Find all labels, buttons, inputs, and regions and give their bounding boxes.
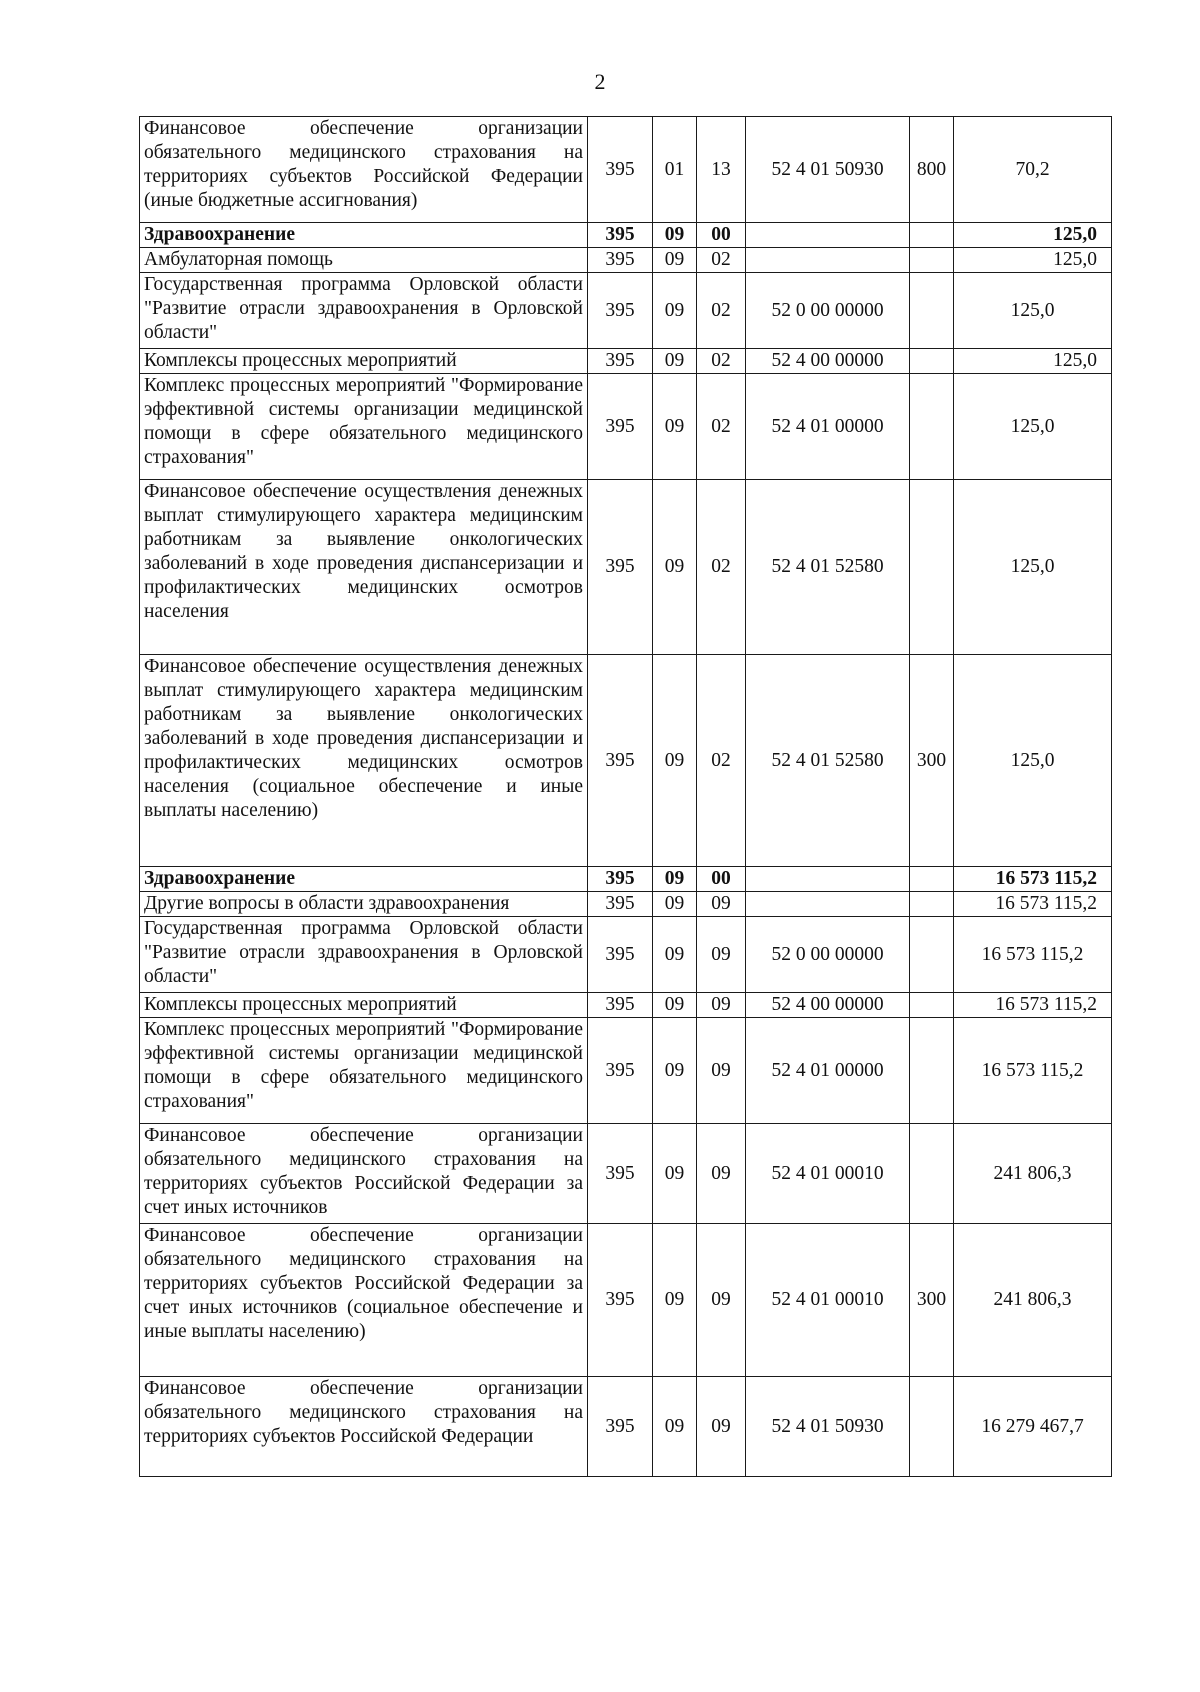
target-item-code-cell xyxy=(746,892,910,917)
budget-table xyxy=(139,116,1112,1477)
admin-code-cell: 395 xyxy=(588,892,653,917)
amount-cell: 125,0 xyxy=(954,480,1112,655)
amount-cell: 241 806,3 xyxy=(954,1224,1112,1377)
section-code-cell: 09 xyxy=(653,273,697,349)
target-item-code-cell: 52 4 01 52580 xyxy=(746,480,910,655)
item-name-cell: Финансовое обеспечение организации обязательного медицинского страхования на территориях субъектов Российской Федерации xyxy=(140,1377,588,1477)
item-name-cell: Здравоохранение xyxy=(140,223,588,248)
admin-code-cell: 395 xyxy=(588,867,653,892)
section-code-cell: 09 xyxy=(653,1018,697,1124)
amount-cell: 16 573 115,2 xyxy=(954,1018,1112,1124)
target-item-code-cell: 52 4 01 00010 xyxy=(746,1124,910,1224)
target-item-code-cell: 52 0 00 00000 xyxy=(746,917,910,993)
amount-cell: 125,0 xyxy=(954,349,1112,374)
subsection-code-cell: 02 xyxy=(697,480,746,655)
section-code-cell: 09 xyxy=(653,374,697,480)
expense-type-code-cell xyxy=(910,1018,954,1124)
subsection-code-cell: 00 xyxy=(697,223,746,248)
section-code-cell: 09 xyxy=(653,917,697,993)
amount-cell: 70,2 xyxy=(954,117,1112,223)
item-name-cell: Комплексы процессных мероприятий xyxy=(140,349,588,374)
table-row xyxy=(140,1124,1112,1224)
admin-code-cell: 395 xyxy=(588,480,653,655)
table-row xyxy=(140,248,1112,273)
section-code-cell: 09 xyxy=(653,480,697,655)
item-name-cell: Финансовое обеспечение организации обязательного медицинского страхования на территориях субъектов Российской Федерации (иные бюджетные ассигнования) xyxy=(140,117,588,223)
target-item-code-cell: 52 0 00 00000 xyxy=(746,273,910,349)
subsection-code-cell: 02 xyxy=(697,349,746,374)
amount-cell: 125,0 xyxy=(954,223,1112,248)
expense-type-code-cell: 800 xyxy=(910,117,954,223)
subsection-code-cell: 02 xyxy=(697,374,746,480)
admin-code-cell: 395 xyxy=(588,117,653,223)
item-name-cell: Государственная программа Орловской области "Развитие отрасли здравоохранения в Орловской области" xyxy=(140,917,588,993)
table-body xyxy=(140,117,1112,1477)
target-item-code-cell: 52 4 01 50930 xyxy=(746,1377,910,1477)
section-code-cell: 09 xyxy=(653,993,697,1018)
item-name-cell: Комплекс процессных мероприятий "Формирование эффективной системы организации медицинской помощи в сфере обязательного медицинского страхования" xyxy=(140,1018,588,1124)
table-row xyxy=(140,655,1112,867)
admin-code-cell: 395 xyxy=(588,993,653,1018)
section-code-cell: 09 xyxy=(653,248,697,273)
admin-code-cell: 395 xyxy=(588,917,653,993)
item-name-cell: Финансовое обеспечение организации обязательного медицинского страхования на территориях субъектов Российской Федерации за счет иных источников (социальное обеспечение и иные выплаты населению) xyxy=(140,1224,588,1377)
table-row xyxy=(140,349,1112,374)
expense-type-code-cell xyxy=(910,374,954,480)
table-row xyxy=(140,480,1112,655)
item-name-cell: Государственная программа Орловской области "Развитие отрасли здравоохранения в Орловской области" xyxy=(140,273,588,349)
item-name-cell: Другие вопросы в области здравоохранения xyxy=(140,892,588,917)
section-code-cell: 09 xyxy=(653,223,697,248)
expense-type-code-cell xyxy=(910,867,954,892)
table-row xyxy=(140,867,1112,892)
subsection-code-cell: 02 xyxy=(697,248,746,273)
amount-cell: 16 573 115,2 xyxy=(954,993,1112,1018)
expense-type-code-cell xyxy=(910,892,954,917)
target-item-code-cell xyxy=(746,223,910,248)
table-row xyxy=(140,993,1112,1018)
target-item-code-cell: 52 4 01 50930 xyxy=(746,117,910,223)
table-row xyxy=(140,917,1112,993)
target-item-code-cell: 52 4 01 00000 xyxy=(746,374,910,480)
amount-cell: 16 573 115,2 xyxy=(954,892,1112,917)
section-code-cell: 09 xyxy=(653,867,697,892)
amount-cell: 16 573 115,2 xyxy=(954,917,1112,993)
expense-type-code-cell xyxy=(910,248,954,273)
expense-type-code-cell xyxy=(910,1377,954,1477)
item-name-cell: Комплексы процессных мероприятий xyxy=(140,993,588,1018)
table-row xyxy=(140,374,1112,480)
page-number: 2 xyxy=(594,69,606,94)
subsection-code-cell: 09 xyxy=(697,917,746,993)
admin-code-cell: 395 xyxy=(588,273,653,349)
item-name-cell: Амбулаторная помощь xyxy=(140,248,588,273)
section-code-cell: 09 xyxy=(653,1224,697,1377)
section-code-cell: 09 xyxy=(653,892,697,917)
amount-cell: 125,0 xyxy=(954,248,1112,273)
admin-code-cell: 395 xyxy=(588,248,653,273)
admin-code-cell: 395 xyxy=(588,349,653,374)
subsection-code-cell: 09 xyxy=(697,1377,746,1477)
section-code-cell: 09 xyxy=(653,1124,697,1224)
item-name-cell: Финансовое обеспечение осуществления денежных выплат стимулирующего характера медицинским работникам за выявление онкологических заболеваний в ходе проведения диспансеризации и профилактических медицинских осмотров населения (социальное обеспечение и иные выплаты населению) xyxy=(140,655,588,867)
admin-code-cell: 395 xyxy=(588,223,653,248)
subsection-code-cell: 09 xyxy=(697,993,746,1018)
target-item-code-cell: 52 4 00 00000 xyxy=(746,349,910,374)
subsection-code-cell: 09 xyxy=(697,1124,746,1224)
amount-cell: 16 279 467,7 xyxy=(954,1377,1112,1477)
amount-cell: 125,0 xyxy=(954,655,1112,867)
target-item-code-cell: 52 4 01 52580 xyxy=(746,655,910,867)
target-item-code-cell xyxy=(746,867,910,892)
section-code-cell: 09 xyxy=(653,349,697,374)
table-row xyxy=(140,223,1112,248)
section-code-cell: 09 xyxy=(653,655,697,867)
expense-type-code-cell: 300 xyxy=(910,1224,954,1377)
table-row xyxy=(140,273,1112,349)
subsection-code-cell: 09 xyxy=(697,1018,746,1124)
expense-type-code-cell xyxy=(910,480,954,655)
expense-type-code-cell xyxy=(910,917,954,993)
table-row xyxy=(140,1224,1112,1377)
subsection-code-cell: 09 xyxy=(697,1224,746,1377)
expense-type-code-cell xyxy=(910,273,954,349)
target-item-code-cell xyxy=(746,248,910,273)
subsection-code-cell: 02 xyxy=(697,655,746,867)
table-row xyxy=(140,1018,1112,1124)
table-row xyxy=(140,117,1112,223)
subsection-code-cell: 09 xyxy=(697,892,746,917)
item-name-cell: Комплекс процессных мероприятий "Формирование эффективной системы организации медицинской помощи в сфере обязательного медицинского страхования" xyxy=(140,374,588,480)
expense-type-code-cell xyxy=(910,223,954,248)
amount-cell: 241 806,3 xyxy=(954,1124,1112,1224)
section-code-cell: 09 xyxy=(653,1377,697,1477)
item-name-cell: Финансовое обеспечение осуществления денежных выплат стимулирующего характера медицинским работникам за выявление онкологических заболеваний в ходе проведения диспансеризации и профилактических медицинских осмотров населения xyxy=(140,480,588,655)
expense-type-code-cell xyxy=(910,349,954,374)
admin-code-cell: 395 xyxy=(588,1018,653,1124)
item-name-cell: Здравоохранение xyxy=(140,867,588,892)
expense-type-code-cell: 300 xyxy=(910,655,954,867)
item-name-cell: Финансовое обеспечение организации обязательного медицинского страхования на территориях субъектов Российской Федерации за счет иных источников xyxy=(140,1124,588,1224)
admin-code-cell: 395 xyxy=(588,1377,653,1477)
target-item-code-cell: 52 4 01 00000 xyxy=(746,1018,910,1124)
expense-type-code-cell xyxy=(910,1124,954,1224)
table-row xyxy=(140,892,1112,917)
table-row xyxy=(140,1377,1112,1477)
subsection-code-cell: 02 xyxy=(697,273,746,349)
subsection-code-cell: 00 xyxy=(697,867,746,892)
admin-code-cell: 395 xyxy=(588,655,653,867)
target-item-code-cell: 52 4 00 00000 xyxy=(746,993,910,1018)
target-item-code-cell: 52 4 01 00010 xyxy=(746,1224,910,1377)
amount-cell: 16 573 115,2 xyxy=(954,867,1112,892)
subsection-code-cell: 13 xyxy=(697,117,746,223)
admin-code-cell: 395 xyxy=(588,374,653,480)
admin-code-cell: 395 xyxy=(588,1224,653,1377)
amount-cell: 125,0 xyxy=(954,273,1112,349)
expense-type-code-cell xyxy=(910,993,954,1018)
amount-cell: 125,0 xyxy=(954,374,1112,480)
admin-code-cell: 395 xyxy=(588,1124,653,1224)
section-code-cell: 01 xyxy=(653,117,697,223)
